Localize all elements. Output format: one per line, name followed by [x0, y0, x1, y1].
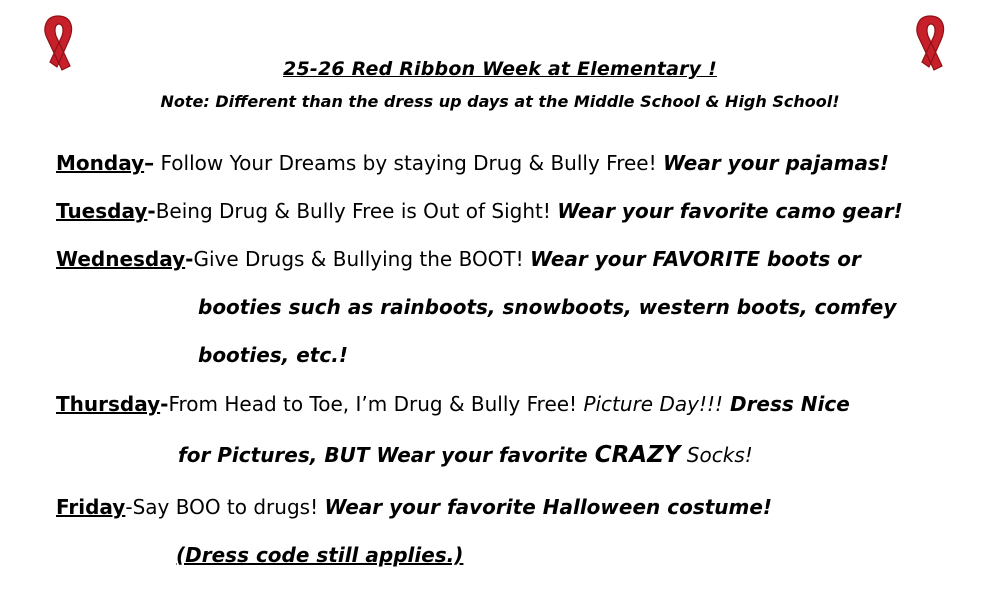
theme-text: Give Drugs & Bullying the BOOT! — [193, 247, 531, 271]
tuesday-line — [56, 199, 903, 223]
wednesday-dress-line-2: booties such as rainboots, snowboots, western boots, comfey — [198, 295, 897, 319]
dash: - — [125, 495, 133, 519]
dress-text: Wear your favorite camo gear! — [557, 199, 903, 223]
dress-text: for Pictures, BUT Wear your favorite — [178, 443, 595, 467]
theme-text: Follow Your Dreams by staying Drug & Bully Free! — [154, 151, 663, 175]
wednesday-dress-line-3: booties, etc.! — [198, 343, 348, 367]
dash: - — [147, 199, 156, 223]
thursday-line — [56, 392, 850, 416]
day-label-thursday: Thursday — [56, 392, 161, 416]
dress-text: Wear your favorite Halloween costume! — [324, 495, 773, 519]
dress-text: Wear your pajamas! — [662, 151, 890, 175]
day-label-monday: Monday — [56, 151, 145, 175]
day-label-wednesday: Wednesday — [56, 247, 186, 271]
dash: – — [144, 151, 155, 175]
theme-text: Being Drug & Bully Free is Out of Sight! — [155, 199, 558, 223]
theme-text: From Head to Toe, I’m Drug & Bully Free! — [168, 392, 584, 416]
day-label-tuesday: Tuesday — [56, 199, 148, 223]
picture-day-text: Picture Day!!! — [583, 392, 723, 416]
dash: - — [185, 247, 194, 271]
thursday-dress-line-2 — [178, 442, 753, 468]
dress-code-note: (Dress code still applies.) — [176, 543, 464, 567]
theme-text: Say BOO to drugs! — [132, 495, 325, 519]
socks-text: Socks! — [680, 443, 753, 467]
wednesday-line — [56, 247, 861, 271]
page-title: 25-26 Red Ribbon Week at Elementary ! — [283, 58, 717, 80]
dress-text: Wear your FAVORITE boots or — [530, 247, 861, 271]
crazy-text: CRAZY — [594, 442, 681, 468]
day-label-friday: Friday — [56, 495, 126, 519]
dress-nice-text: Dress Nice — [723, 392, 850, 416]
dash: - — [160, 392, 169, 416]
friday-line — [56, 495, 772, 519]
monday-line — [56, 151, 889, 175]
page-note: Note: Different than the dress up days at the Middle School & High School! — [160, 92, 840, 111]
